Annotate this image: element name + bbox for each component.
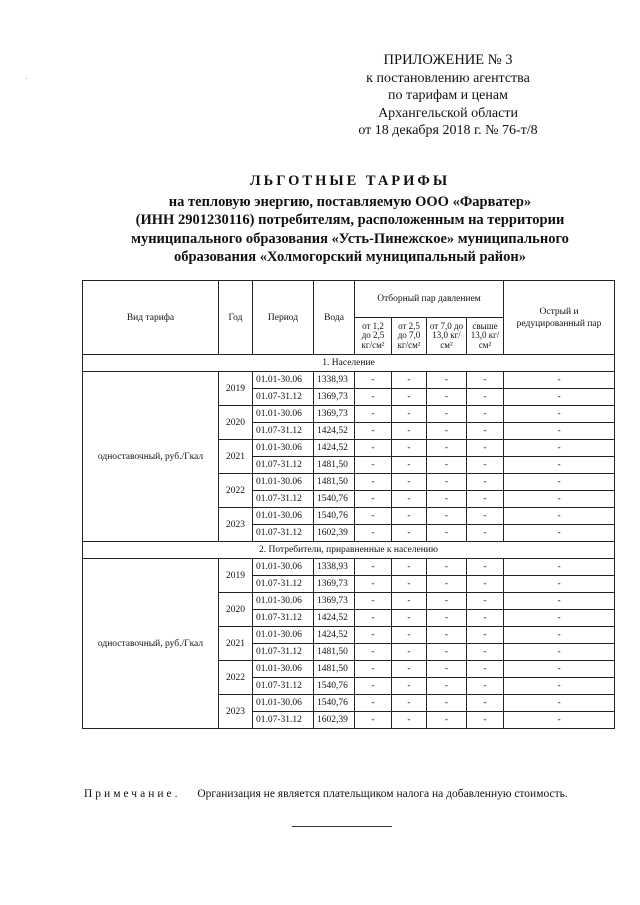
empty-value-cell: -	[427, 644, 467, 661]
empty-value-cell: -	[427, 695, 467, 712]
tariff-type-cell: одноставочный, руб./Гкал	[83, 372, 219, 542]
document-heading	[80, 172, 620, 267]
empty-value-cell: -	[467, 661, 504, 678]
empty-value-cell: -	[427, 389, 467, 406]
empty-value-cell: -	[467, 508, 504, 525]
header-steam-col: от 7,0 до 13,0 кг/см²	[427, 318, 467, 355]
empty-value-cell: -	[355, 474, 392, 491]
empty-value-cell: -	[467, 610, 504, 627]
empty-value-cell: -	[355, 423, 392, 440]
appendix-line: Архангельской области	[378, 105, 518, 121]
empty-value-cell: -	[392, 389, 427, 406]
empty-value-cell: -	[392, 576, 427, 593]
empty-value-cell: -	[355, 406, 392, 423]
empty-value-cell: -	[504, 423, 615, 440]
empty-value-cell: -	[467, 712, 504, 729]
period-cell: 01.07-31.12	[253, 457, 314, 474]
empty-value-cell: -	[392, 423, 427, 440]
empty-value-cell: -	[392, 661, 427, 678]
empty-value-cell: -	[392, 627, 427, 644]
empty-value-cell: -	[427, 474, 467, 491]
empty-value-cell: -	[504, 440, 615, 457]
period-cell: 01.07-31.12	[253, 610, 314, 627]
empty-value-cell: -	[355, 576, 392, 593]
water-price-cell: 1481,50	[314, 474, 355, 491]
water-price-cell: 1338,93	[314, 559, 355, 576]
empty-value-cell: -	[392, 457, 427, 474]
empty-value-cell: -	[392, 644, 427, 661]
empty-value-cell: -	[504, 525, 615, 542]
empty-value-cell: -	[355, 372, 392, 389]
tariff-type-cell: одноставочный, руб./Гкал	[83, 559, 219, 729]
empty-value-cell: -	[355, 661, 392, 678]
year-cell: 2022	[219, 661, 253, 695]
empty-value-cell: -	[467, 423, 504, 440]
water-price-cell: 1424,52	[314, 610, 355, 627]
period-cell: 01.07-31.12	[253, 678, 314, 695]
empty-value-cell: -	[392, 491, 427, 508]
empty-value-cell: -	[355, 457, 392, 474]
empty-value-cell: -	[467, 559, 504, 576]
water-price-cell: 1540,76	[314, 491, 355, 508]
water-price-cell: 1602,39	[314, 712, 355, 729]
document-title: ЛЬГОТНЫЕ ТАРИФЫ	[249, 173, 451, 189]
empty-value-cell: -	[427, 508, 467, 525]
empty-value-cell: -	[504, 644, 615, 661]
empty-value-cell: -	[467, 627, 504, 644]
empty-value-cell: -	[427, 440, 467, 457]
empty-value-cell: -	[355, 627, 392, 644]
water-price-cell: 1540,76	[314, 508, 355, 525]
section-title: 1. Население	[83, 355, 615, 372]
empty-value-cell: -	[427, 661, 467, 678]
empty-value-cell: -	[355, 491, 392, 508]
empty-value-cell: -	[504, 406, 615, 423]
empty-value-cell: -	[427, 406, 467, 423]
empty-value-cell: -	[504, 508, 615, 525]
period-cell: 01.07-31.12	[253, 712, 314, 729]
note-text: Организация не является плательщиком налога на добавленную стоимость.	[197, 788, 568, 800]
header-steam: Отборный пар давлением	[355, 281, 504, 318]
empty-value-cell: -	[355, 644, 392, 661]
empty-value-cell: -	[392, 712, 427, 729]
empty-value-cell: -	[467, 406, 504, 423]
period-cell: 01.01-30.06	[253, 508, 314, 525]
empty-value-cell: -	[427, 576, 467, 593]
empty-value-cell: -	[392, 474, 427, 491]
empty-value-cell: -	[392, 610, 427, 627]
period-cell: 01.07-31.12	[253, 389, 314, 406]
empty-value-cell: -	[504, 389, 615, 406]
period-cell: 01.07-31.12	[253, 423, 314, 440]
water-price-cell: 1481,50	[314, 644, 355, 661]
note	[84, 788, 568, 800]
empty-value-cell: -	[467, 593, 504, 610]
closing-rule	[292, 826, 392, 827]
empty-value-cell: -	[504, 610, 615, 627]
year-cell: 2019	[219, 559, 253, 593]
header-steam-col: от 2,5 до 7,0 кг/см²	[392, 318, 427, 355]
year-cell: 2019	[219, 372, 253, 406]
empty-value-cell: -	[392, 559, 427, 576]
empty-value-cell: -	[504, 372, 615, 389]
empty-value-cell: -	[504, 712, 615, 729]
empty-value-cell: -	[427, 678, 467, 695]
empty-value-cell: -	[355, 593, 392, 610]
empty-value-cell: -	[392, 440, 427, 457]
water-price-cell: 1481,50	[314, 661, 355, 678]
empty-value-cell: -	[392, 508, 427, 525]
header-tariff-type: Вид тарифа	[83, 281, 219, 355]
water-price-cell: 1424,52	[314, 423, 355, 440]
period-cell: 01.01-30.06	[253, 593, 314, 610]
empty-value-cell: -	[504, 491, 615, 508]
table-row	[83, 372, 615, 389]
year-cell: 2023	[219, 508, 253, 542]
tariff-table-body	[83, 355, 615, 729]
heading-line: муниципального образования «Усть-Пинежское» муниципального	[131, 230, 569, 247]
empty-value-cell: -	[467, 389, 504, 406]
empty-value-cell: -	[355, 440, 392, 457]
empty-value-cell: -	[392, 695, 427, 712]
empty-value-cell: -	[467, 440, 504, 457]
empty-value-cell: -	[504, 559, 615, 576]
empty-value-cell: -	[392, 525, 427, 542]
header-sharp-steam: Острый и редуцированный пар	[504, 281, 615, 355]
scan-speck	[26, 78, 27, 79]
header-steam-col: от 1,2 до 2,5 кг/см²	[355, 318, 392, 355]
period-cell: 01.01-30.06	[253, 372, 314, 389]
year-cell: 2021	[219, 627, 253, 661]
appendix-title: ПРИЛОЖЕНИЕ № 3	[383, 52, 513, 68]
empty-value-cell: -	[467, 644, 504, 661]
table-row	[83, 559, 615, 576]
period-cell: 01.07-31.12	[253, 644, 314, 661]
empty-value-cell: -	[504, 457, 615, 474]
section-row	[83, 542, 615, 559]
water-price-cell: 1369,73	[314, 576, 355, 593]
appendix-line: к постановлению агентства	[366, 70, 530, 86]
water-price-cell: 1338,93	[314, 372, 355, 389]
section-title: 2. Потребители, приравненные к населению	[83, 542, 615, 559]
tariff-table	[82, 280, 615, 729]
heading-line: образования «Холмогорский муниципальный район»	[173, 249, 527, 265]
empty-value-cell: -	[355, 525, 392, 542]
empty-value-cell: -	[355, 559, 392, 576]
empty-value-cell: -	[467, 695, 504, 712]
water-price-cell: 1369,73	[314, 593, 355, 610]
period-cell: 01.01-30.06	[253, 559, 314, 576]
empty-value-cell: -	[355, 610, 392, 627]
empty-value-cell: -	[427, 372, 467, 389]
period-cell: 01.01-30.06	[253, 661, 314, 678]
empty-value-cell: -	[467, 576, 504, 593]
empty-value-cell: -	[427, 712, 467, 729]
heading-line: на тепловую энергию, поставляемую ООО «Фарватер»	[168, 193, 532, 210]
water-price-cell: 1602,39	[314, 525, 355, 542]
empty-value-cell: -	[467, 474, 504, 491]
empty-value-cell: -	[355, 678, 392, 695]
empty-value-cell: -	[355, 695, 392, 712]
section-row	[83, 355, 615, 372]
period-cell: 01.01-30.06	[253, 406, 314, 423]
empty-value-cell: -	[504, 474, 615, 491]
period-cell: 01.01-30.06	[253, 695, 314, 712]
empty-value-cell: -	[427, 491, 467, 508]
period-cell: 01.01-30.06	[253, 627, 314, 644]
empty-value-cell: -	[427, 610, 467, 627]
empty-value-cell: -	[427, 423, 467, 440]
empty-value-cell: -	[504, 627, 615, 644]
appendix-line: по тарифам и ценам	[388, 88, 508, 103]
period-cell: 01.07-31.12	[253, 525, 314, 542]
water-price-cell: 1481,50	[314, 457, 355, 474]
header-steam-col: свыше 13,0 кг/см²	[467, 318, 504, 355]
empty-value-cell: -	[392, 678, 427, 695]
empty-value-cell: -	[355, 389, 392, 406]
note-label: Примечание.	[84, 788, 181, 800]
year-cell: 2023	[219, 695, 253, 729]
period-cell: 01.01-30.06	[253, 440, 314, 457]
header-period: Период	[253, 281, 314, 355]
header-year: Год	[219, 281, 253, 355]
period-cell: 01.07-31.12	[253, 491, 314, 508]
empty-value-cell: -	[392, 406, 427, 423]
empty-value-cell: -	[467, 372, 504, 389]
heading-line: (ИНН 2901230116) потребителям, расположенным на территории	[135, 212, 565, 228]
empty-value-cell: -	[504, 593, 615, 610]
year-cell: 2021	[219, 440, 253, 474]
empty-value-cell: -	[504, 661, 615, 678]
empty-value-cell: -	[355, 508, 392, 525]
appendix-line: от 18 декабря 2018 г. № 76-т/8	[358, 123, 538, 138]
empty-value-cell: -	[467, 457, 504, 474]
empty-value-cell: -	[427, 525, 467, 542]
empty-value-cell: -	[427, 559, 467, 576]
empty-value-cell: -	[467, 491, 504, 508]
period-cell: 01.01-30.06	[253, 474, 314, 491]
empty-value-cell: -	[355, 712, 392, 729]
empty-value-cell: -	[467, 525, 504, 542]
water-price-cell: 1369,73	[314, 389, 355, 406]
empty-value-cell: -	[504, 678, 615, 695]
empty-value-cell: -	[504, 695, 615, 712]
water-price-cell: 1369,73	[314, 406, 355, 423]
year-cell: 2020	[219, 593, 253, 627]
period-cell: 01.07-31.12	[253, 576, 314, 593]
year-cell: 2020	[219, 406, 253, 440]
empty-value-cell: -	[427, 593, 467, 610]
header-water: Вода	[314, 281, 355, 355]
empty-value-cell: -	[392, 372, 427, 389]
empty-value-cell: -	[504, 576, 615, 593]
empty-value-cell: -	[427, 457, 467, 474]
water-price-cell: 1540,76	[314, 695, 355, 712]
water-price-cell: 1540,76	[314, 678, 355, 695]
water-price-cell: 1424,52	[314, 627, 355, 644]
empty-value-cell: -	[392, 593, 427, 610]
year-cell: 2022	[219, 474, 253, 508]
empty-value-cell: -	[467, 678, 504, 695]
water-price-cell: 1424,52	[314, 440, 355, 457]
appendix-block	[328, 52, 568, 140]
empty-value-cell: -	[427, 627, 467, 644]
